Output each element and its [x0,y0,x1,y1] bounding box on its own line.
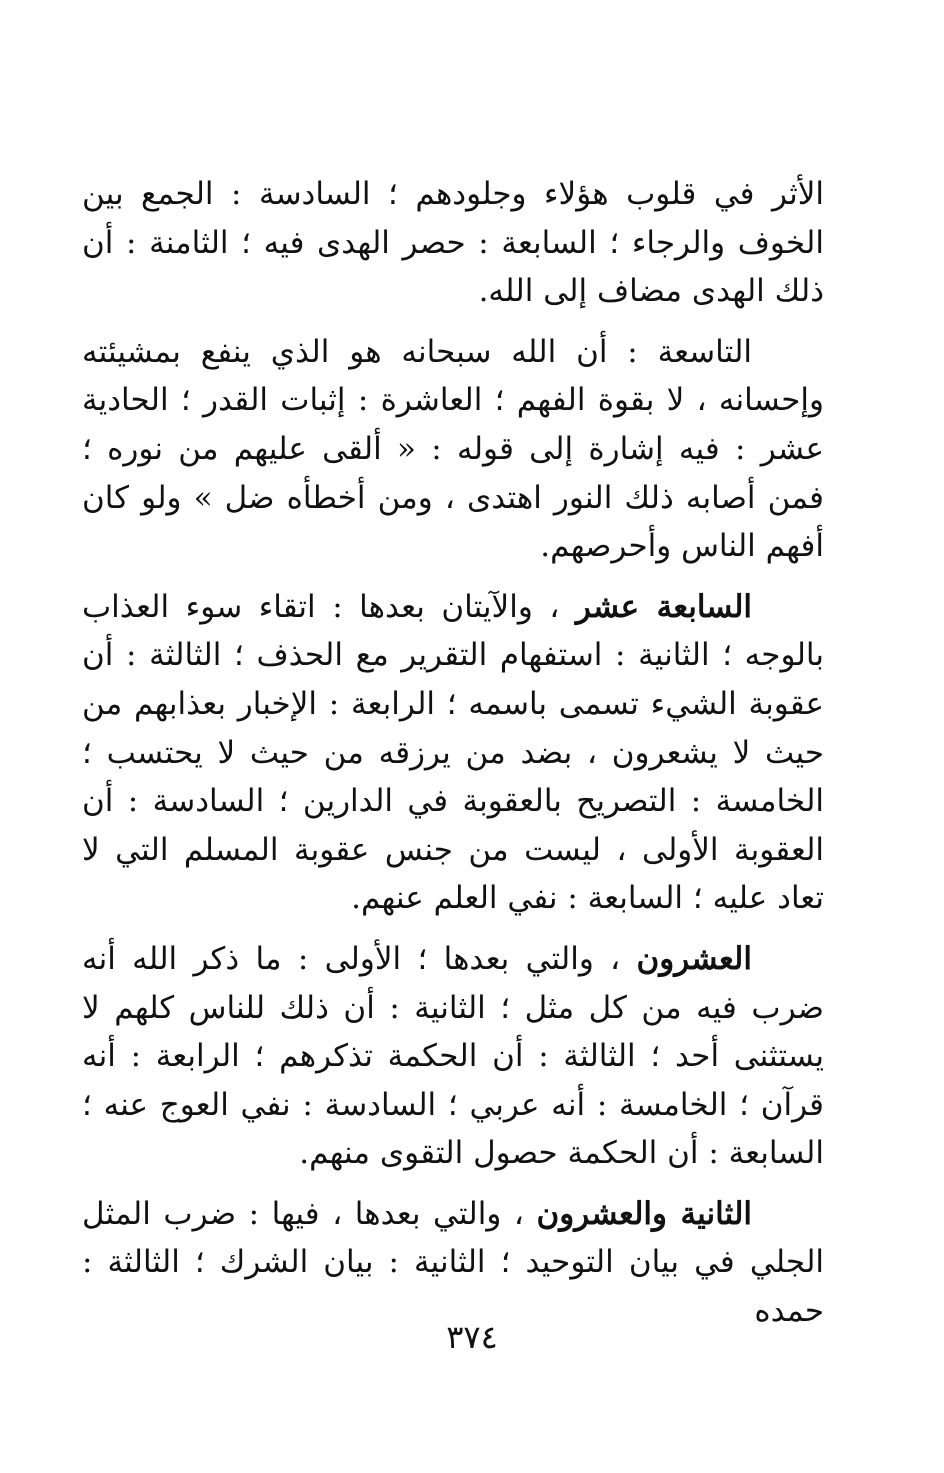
page-body [82,170,824,1348]
paragraph-4-heading: العشرون [636,940,752,977]
paragraph-4-text: ، والتي بعدها ؛ الأولى : ما ذكر الله أنه ضرب فيه من كل مثل ؛ الثانية : أن ذلك للناس كلهم لا يستثنى أحد ؛ الثالثة : أن الحكمة تذكرهم ؛ الرابعة : أنه قرآن ؛ الخامسة : أنه عربي ؛ السادسة : نفي العوج عنه ؛ السابعة : أن الحكمة حصول التقوى منهم. [82,940,824,1172]
paragraph-2 [82,328,824,571]
paragraph-5-text: ، والتي بعدها ، فيها : ضرب المثل الجلي في بيان التوحيد ؛ الثانية : بيان الشرك ؛ الثالثة : حمده [82,1195,824,1330]
paragraph-4 [82,935,824,1178]
paragraph-1-text: الأثر في قلوب هؤلاء وجلودهم ؛ السادسة : الجمع بين الخوف والرجاء ؛ السابعة : حصر الهدى فيه ؛ الثامنة : أن ذلك الهدى مضاف إلى الله. [82,176,824,310]
paragraph-3 [82,583,824,923]
page-number: ٣٧٤ [446,1318,498,1356]
paragraph-5 [82,1190,824,1336]
paragraph-5-heading: الثانية والعشرون [536,1195,752,1232]
paragraph-3-heading: السابعة عشر [575,588,752,625]
paragraph-2-text: التاسعة : أن الله سبحانه هو الذي ينفع بمشيئته وإحسانه ، لا بقوة الفهم ؛ العاشرة : إثبات القدر ؛ الحادية عشر : فيه إشارة إلى قوله : « ألقى عليهم من نوره ؛ فمن أصابه ذلك النور اهتدى ، ومن أخطأه ضل » ولو كان أفهم الناس وأحرصهم. [82,333,824,565]
paragraph-1 [82,170,824,316]
paragraph-3-text: ، والآيتان بعدها : اتقاء سوء العذاب بالوجه ؛ الثانية : استفهام التقرير مع الحذف ؛ الثالثة : أن عقوبة الشيء تسمى باسمه ؛ الرابعة : الإخبار بعذابهم من حيث لا يشعرون ، بضد من يرزقه من حيث لا يحتسب ؛ الخامسة : التصريح بالعقوبة في الدارين ؛ السادسة : أن العقوبة الأولى ، ليست من جنس عقوبة المسلم التي لا تعاد عليه ؛ السابعة : نفي العلم عنهم. [82,588,824,917]
